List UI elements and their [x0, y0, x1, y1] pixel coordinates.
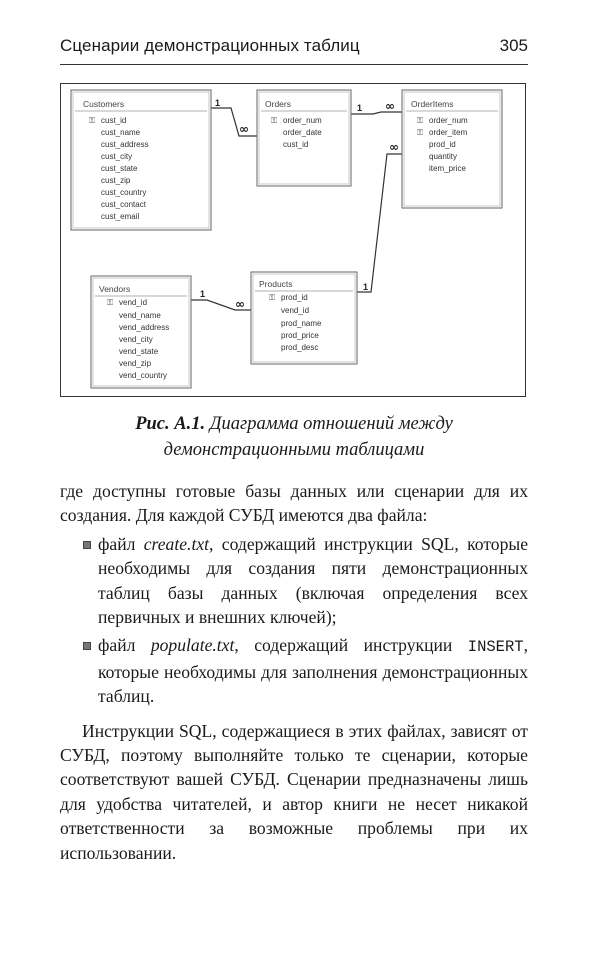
table-title-products: Products: [259, 279, 293, 289]
list-item-prefix: файл: [98, 533, 136, 554]
field: cust_address: [101, 140, 149, 149]
list-item-mid: , содержащий инструкции: [234, 635, 453, 656]
field: cust_email: [101, 212, 140, 221]
field: quantity: [429, 152, 458, 161]
field: cust_id: [101, 116, 127, 125]
field: order_num: [283, 116, 322, 125]
list-item: [60, 532, 528, 630]
field: cust_id: [283, 140, 309, 149]
filename: populate.txt: [150, 635, 235, 656]
field: prod_id: [281, 293, 308, 302]
field: order_date: [283, 128, 322, 137]
key-icon: ⚿: [89, 116, 96, 125]
key-icon: ⚿: [417, 116, 424, 125]
field: vend_id: [119, 298, 148, 307]
file-list: [60, 532, 528, 709]
field: cust_name: [101, 128, 141, 137]
filename: create.txt: [143, 533, 210, 554]
card-vendors-one: 1: [200, 289, 206, 299]
card-orders-many: ∞: [239, 122, 249, 136]
field: vend_name: [119, 311, 161, 320]
header-rule: [60, 64, 528, 65]
list-item-text: [82, 532, 528, 630]
field: order_num: [429, 116, 468, 125]
table-products: [251, 272, 357, 364]
field: vend_country: [119, 371, 168, 380]
card-customers-one: 1: [215, 98, 221, 108]
field: prod_price: [281, 331, 319, 340]
key-icon: ⚿: [417, 128, 424, 137]
field: vend_zip: [119, 359, 152, 368]
table-orderitems: [402, 90, 502, 208]
field: vend_state: [119, 347, 159, 356]
list-item-rest: , содержащий инструкции SQL, которые необходимы для создания пяти демонстрационных таблиц базы данных (включая определения всех первичных и внешних ключей);: [98, 533, 528, 628]
list-item-prefix: файл: [98, 635, 136, 656]
table-title-vendors: Vendors: [99, 284, 131, 294]
key-icon: ⚿: [271, 116, 278, 125]
key-icon: ⚿: [269, 293, 276, 302]
square-bullet-icon: [83, 642, 91, 650]
table-orders: [257, 90, 351, 186]
field: order_item: [429, 128, 468, 137]
field: vend_address: [119, 323, 170, 332]
field: cust_contact: [101, 200, 146, 209]
list-item-text: [82, 633, 528, 708]
field: prod_desc: [281, 343, 319, 352]
running-header-title: Сценарии демонстрационных таблиц: [60, 36, 360, 55]
paragraph-intro: где доступны готовые базы данных или сценарии для их создания. Для каждой СУБД имеются два файла:: [60, 481, 528, 526]
er-diagram-figure: [60, 83, 526, 397]
caption-text: Диаграмма отношений между демонстрационными таблицами: [163, 414, 453, 460]
table-title-customers: Customers: [83, 99, 125, 109]
field: cust_city: [101, 152, 133, 161]
field: cust_state: [101, 164, 138, 173]
code-keyword: INSERT: [467, 638, 524, 657]
field: cust_country: [101, 188, 147, 197]
er-diagram: [61, 84, 527, 398]
table-vendors: [91, 276, 191, 388]
table-title-orders: Orders: [265, 99, 291, 109]
card-orderitems-many-2: ∞: [389, 140, 399, 154]
table-title-orderitems: OrderItems: [411, 99, 454, 109]
caption-label: Рис. А.1.: [135, 414, 206, 434]
table-customers: [71, 90, 211, 230]
list-item-rest: , которые необходимы для заполнения демонстрационных таблиц.: [98, 635, 528, 707]
rel-customers-orders: [211, 108, 257, 136]
key-icon: ⚿: [107, 298, 114, 307]
field: item_price: [429, 164, 466, 173]
field: vend_city: [119, 335, 153, 344]
field: prod_id: [429, 140, 456, 149]
figure-caption: [60, 411, 528, 463]
card-orders-one: 1: [357, 103, 363, 113]
square-bullet-icon: [83, 541, 91, 549]
card-products-many: ∞: [235, 297, 245, 311]
page-number: 305: [499, 36, 528, 55]
field: vend_id: [281, 306, 310, 315]
card-orderitems-many-1: ∞: [385, 99, 395, 113]
field: cust_zip: [101, 176, 131, 185]
card-products-one: 1: [363, 282, 369, 292]
body-text: [60, 479, 528, 865]
rel-products-orderitems: [357, 154, 402, 292]
list-item: [60, 633, 528, 708]
paragraph-disclaimer: Инструкции SQL, содержащиеся в этих файлах, зависят от СУБД, поэтому выполняйте только те сценарии, которые соответствуют вашей СУБД. Сценарии предназначены лишь для удобства читателей, и автор книги не несет никакой ответственности за возможные проблемы при их использовании.: [60, 720, 528, 863]
field: prod_name: [281, 319, 322, 328]
